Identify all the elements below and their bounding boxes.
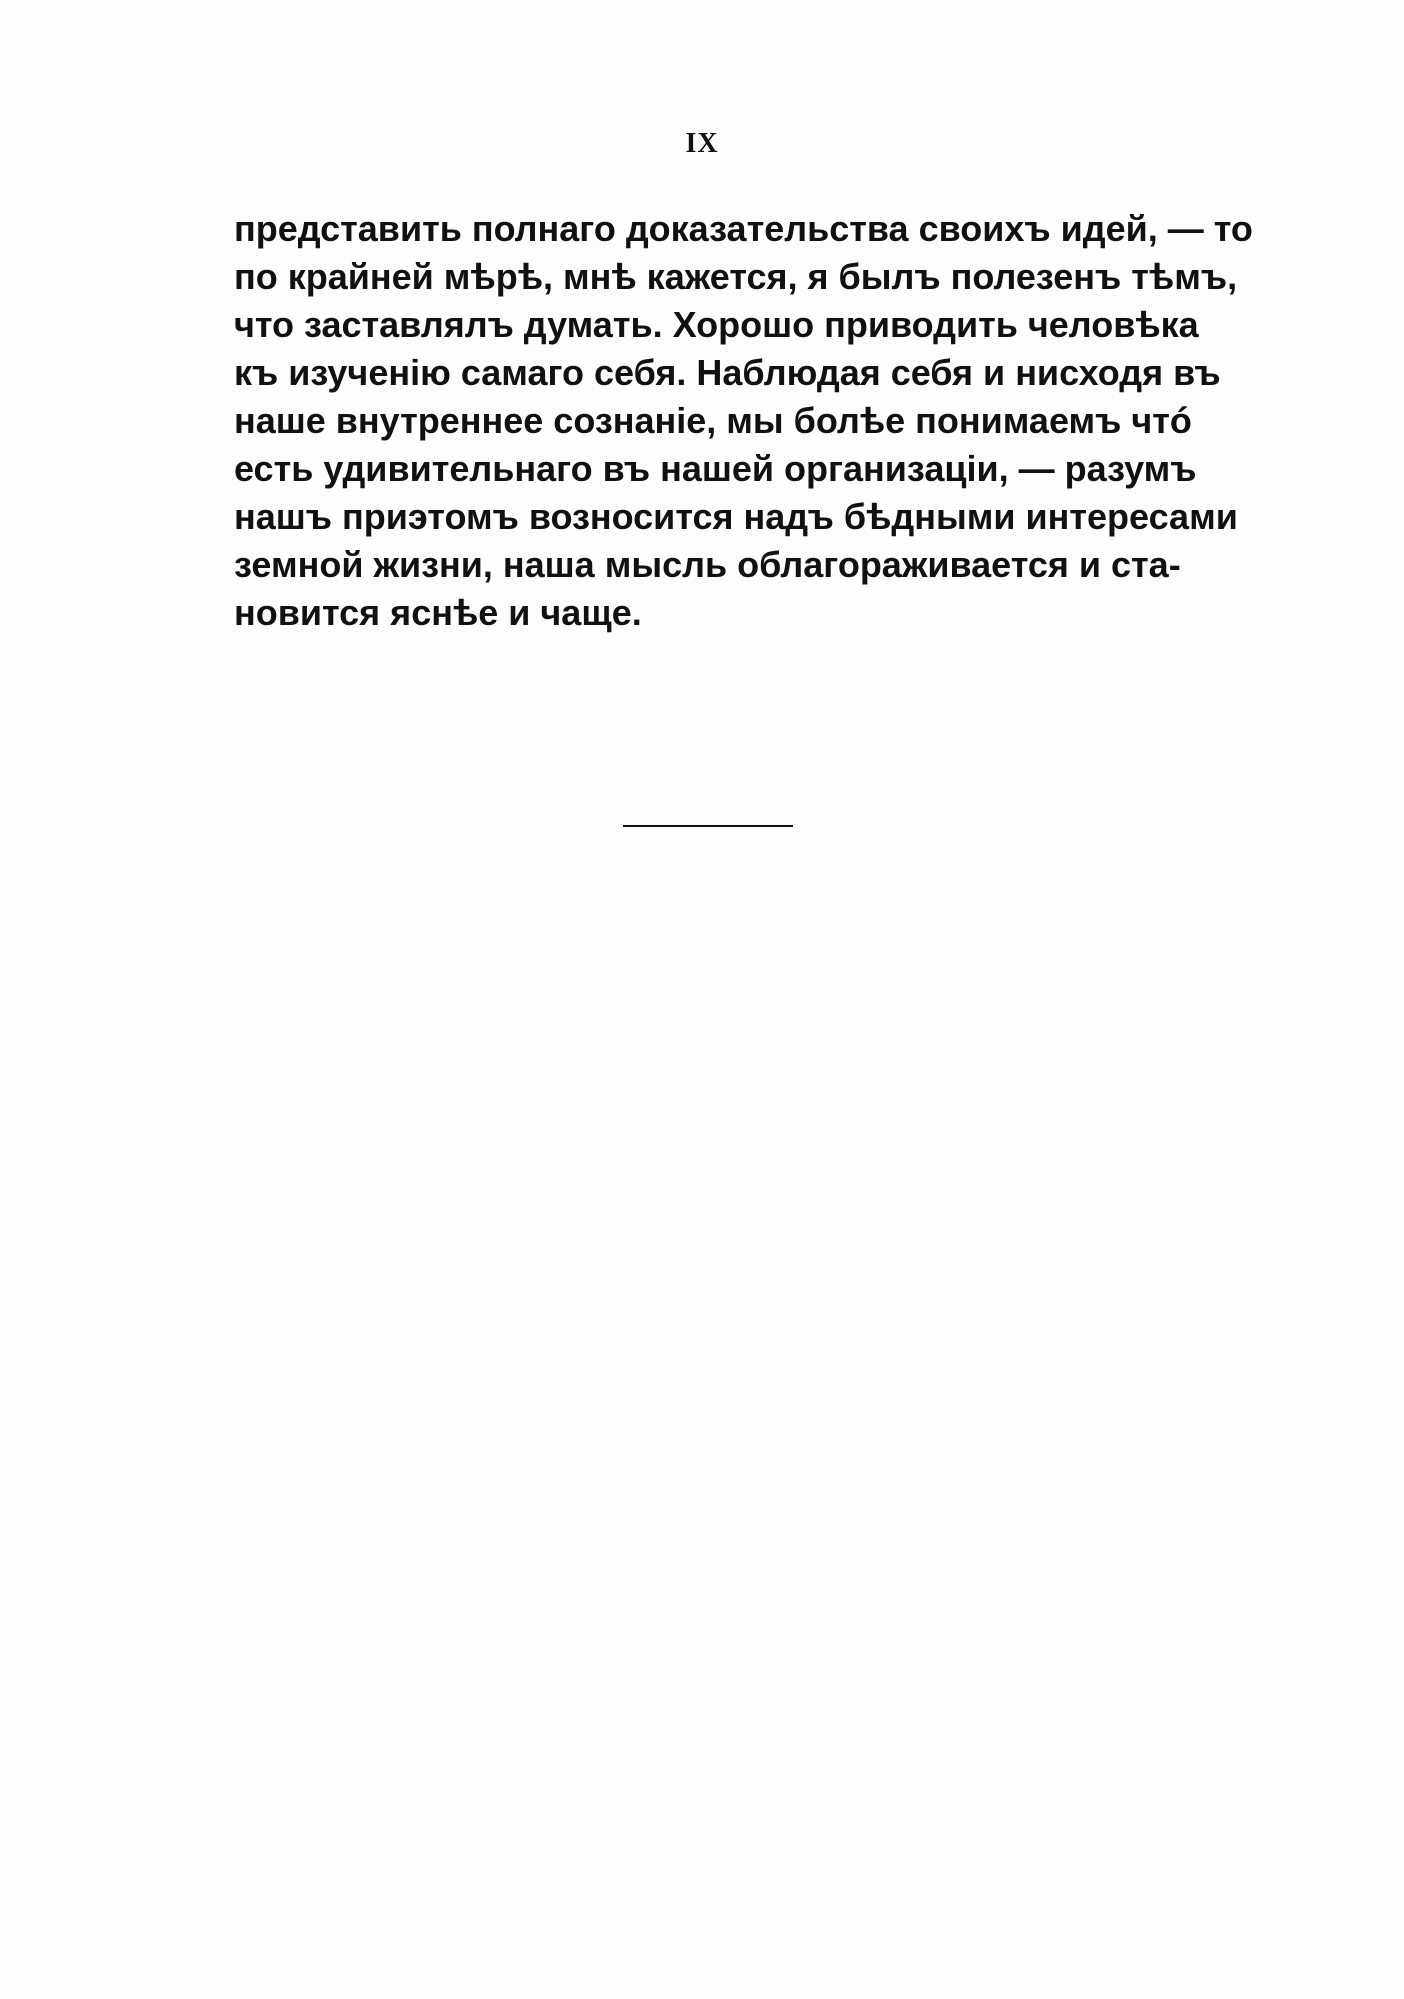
section-divider-rule <box>623 825 793 827</box>
page-number: IX <box>685 128 719 159</box>
text-line-9: новится яснѣе и чаще. <box>234 592 642 633</box>
text-line-5: наше внутреннее сознаніе, мы болѣе понимаемъ чтó <box>234 400 1192 441</box>
text-line-6: есть удивительнаго въ нашей организаціи, — разумъ <box>234 448 1197 489</box>
text-line-3: что заставлялъ думать. Хорошо приводить человѣка <box>234 304 1199 345</box>
text-line-7: нашъ приэтомъ возносится надъ бѣдными интересами <box>234 496 1238 537</box>
text-line-8: земной жизни, наша мысль облагораживается и ста- <box>234 544 1181 585</box>
text-line-1: представить полнаго доказательства своихъ идей, — то <box>234 208 1253 249</box>
body-paragraph <box>234 205 1253 637</box>
text-line-4: къ изученію самаго себя. Наблюдая себя и нисходя въ <box>234 352 1221 393</box>
text-line-2: по крайней мѣрѣ, мнѣ кажется, я былъ полезенъ тѣмъ, <box>234 256 1238 297</box>
